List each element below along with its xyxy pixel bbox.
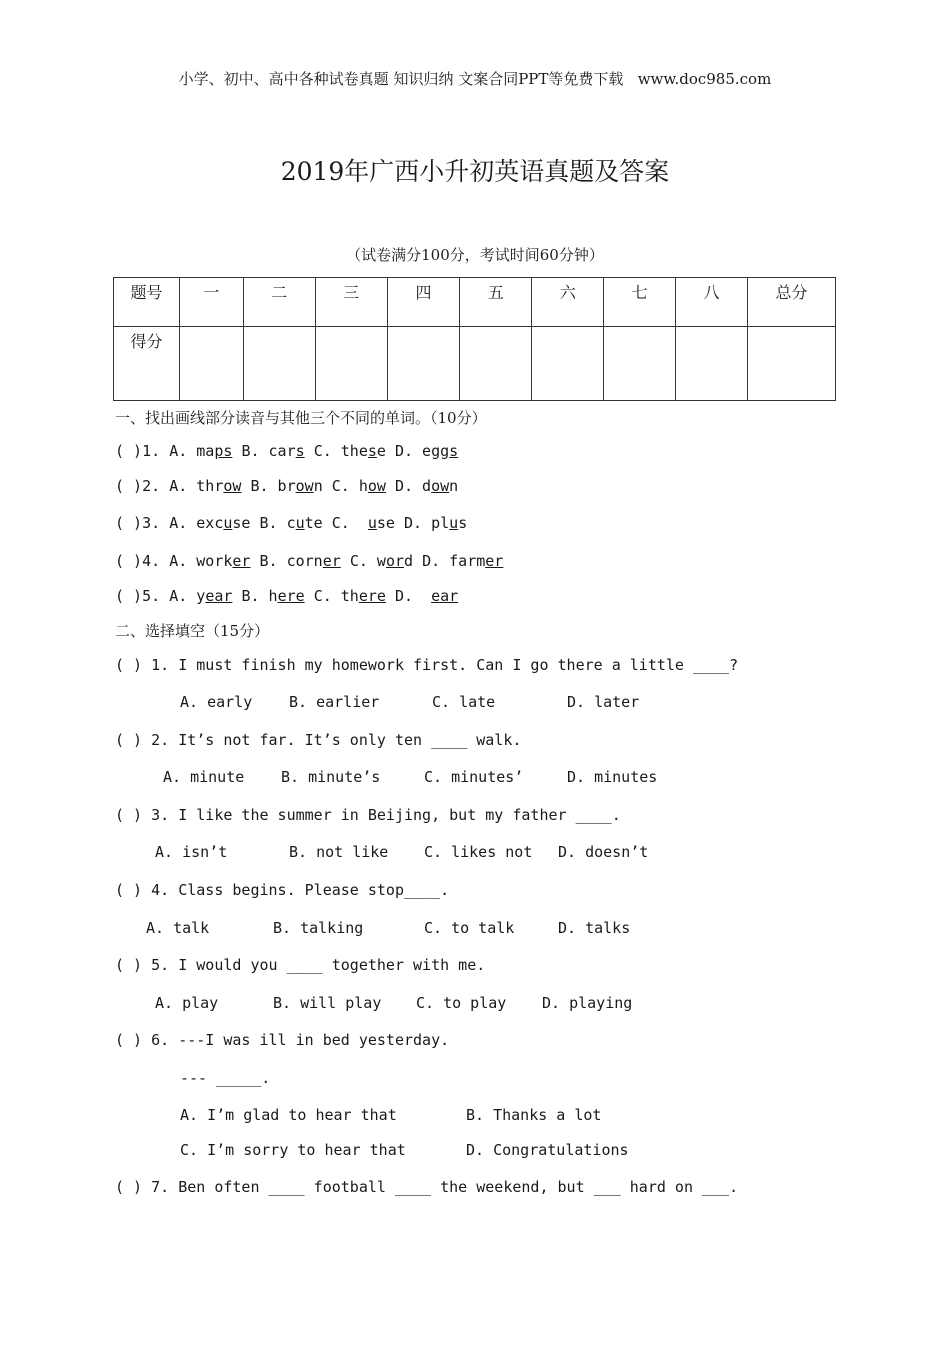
word-part: A. thr	[169, 477, 224, 495]
word-part: B. car	[241, 442, 296, 460]
table-header-cell: 三	[315, 278, 387, 327]
word-part: C.	[331, 514, 368, 532]
word-part: C. h	[331, 477, 368, 495]
q5-option-a[interactable]: A. play	[155, 994, 219, 1012]
phonics-item	[115, 514, 467, 532]
item-number: ( )5.	[115, 587, 170, 605]
score-row-label: 得分	[114, 327, 180, 401]
question-1: ( ) 1. I must finish my homework first. Can I go there a little ____?	[115, 656, 739, 674]
word-part: te	[304, 514, 332, 532]
underlined-part: ear	[205, 587, 233, 605]
phonics-option[interactable]	[241, 442, 313, 460]
q5-option-b[interactable]: B. will play	[273, 994, 382, 1012]
score-cell[interactable]	[179, 327, 243, 401]
score-cell[interactable]	[604, 327, 676, 401]
item-number: ( )2.	[115, 477, 170, 495]
q6-option-d[interactable]: D. Congratulations	[466, 1141, 629, 1159]
word-part: C. w	[349, 552, 386, 570]
word-part: D. d	[394, 477, 432, 495]
page-title: 2019年广西小升初英语真题及答案	[280, 157, 670, 186]
q2-option-d[interactable]: D. minutes	[567, 768, 658, 786]
underlined-part: ow	[295, 477, 314, 495]
phonics-option[interactable]	[250, 477, 331, 495]
phonics-option[interactable]	[404, 514, 467, 532]
underlined-part: u	[449, 514, 459, 532]
underlined-part: or	[385, 552, 404, 570]
underlined-part: ps	[214, 442, 233, 460]
q2-option-c[interactable]: C. minutes’	[424, 768, 524, 786]
word-part: B. corn	[259, 552, 323, 570]
word-part: n	[449, 477, 459, 495]
phonics-option[interactable]	[169, 552, 259, 570]
word-part	[305, 587, 314, 605]
word-part: D. farm	[422, 552, 486, 570]
section2-heading: 二、选择填空（15分）	[115, 622, 270, 640]
q5-option-d[interactable]: D. playing	[542, 994, 633, 1012]
word-part: se	[376, 514, 404, 532]
word-part: e	[376, 442, 395, 460]
q2-option-a[interactable]: A. minute	[163, 768, 245, 786]
score-table-score-row	[114, 327, 836, 401]
q1-option-c[interactable]: C. late	[432, 693, 496, 711]
table-header-cell: 五	[460, 278, 532, 327]
word-part: A. y	[169, 587, 206, 605]
score-cell[interactable]	[676, 327, 748, 401]
q3-option-a[interactable]: A. isn’t	[155, 843, 228, 861]
score-cell[interactable]	[387, 327, 460, 401]
phonics-option[interactable]	[350, 552, 422, 570]
question-7: ( ) 7. Ben often ____ football ____ the weekend, but ___ hard on ___.	[115, 1178, 739, 1196]
underlined-part: ear	[431, 587, 459, 605]
question-6: ( ) 6. ---I was ill in bed yesterday.	[115, 1031, 450, 1049]
underlined-part: er	[485, 552, 504, 570]
word-part	[250, 552, 259, 570]
phonics-option[interactable]	[169, 587, 241, 605]
phonics-option[interactable]	[332, 514, 404, 532]
q6-option-b[interactable]: B. Thanks a lot	[466, 1106, 602, 1124]
phonics-item	[115, 587, 458, 605]
item-number: ( )4.	[115, 552, 170, 570]
phonics-item	[115, 477, 458, 495]
word-part	[386, 587, 395, 605]
question-2: ( ) 2. It’s not far. It’s only ten ____ walk.	[115, 731, 522, 749]
score-cell[interactable]	[532, 327, 604, 401]
word-part: d	[404, 552, 423, 570]
word-part: s	[458, 514, 468, 532]
item-number: ( )1.	[115, 442, 170, 460]
table-header-cell: 八	[676, 278, 748, 327]
table-header-cell: 总分	[748, 278, 836, 327]
q4-option-a[interactable]: A. talk	[146, 919, 210, 937]
word-part: C. the	[313, 442, 368, 460]
phonics-option[interactable]	[169, 442, 241, 460]
underlined-part: ow	[431, 477, 450, 495]
table-header-cell: 七	[604, 278, 676, 327]
table-header-cell: 二	[243, 278, 315, 327]
question-4: ( ) 4. Class begins. Please stop____.	[115, 881, 450, 899]
table-header-cell: 一	[179, 278, 243, 327]
word-part	[341, 552, 350, 570]
underlined-part: ow	[367, 477, 386, 495]
underlined-part: s	[295, 442, 305, 460]
q6-option-a[interactable]: A. I’m glad to hear that	[180, 1106, 397, 1124]
underlined-part: s	[449, 442, 459, 460]
table-header-cell: 题号	[114, 278, 180, 327]
question-3: ( ) 3. I like the summer in Beijing, but my father ____.	[115, 806, 621, 824]
q3-option-b[interactable]: B. not like	[289, 843, 389, 861]
phonics-option[interactable]	[314, 442, 395, 460]
q4-option-b[interactable]: B. talking	[273, 919, 364, 937]
word-part: n	[313, 477, 332, 495]
word-part	[386, 477, 395, 495]
page-header: 小学、初中、高中各种试卷真题 知识归纳 文案合同PPT等免费下载 www.doc985.com	[178, 70, 772, 88]
underlined-part: u	[367, 514, 377, 532]
q1-option-a[interactable]: A. early	[180, 693, 253, 711]
word-part: se	[232, 514, 260, 532]
word-part: D.	[394, 587, 432, 605]
phonics-option[interactable]	[332, 477, 395, 495]
q1-option-b[interactable]: B. earlier	[289, 693, 380, 711]
phonics-option[interactable]	[314, 587, 395, 605]
q6-option-c[interactable]: C. I’m sorry to hear that	[180, 1141, 406, 1159]
word-part: A. exc	[169, 514, 224, 532]
phonics-option[interactable]	[169, 514, 259, 532]
word-part: D. pl	[404, 514, 450, 532]
phonics-item	[115, 552, 503, 570]
underlined-part: ow	[223, 477, 242, 495]
score-cell[interactable]	[460, 327, 532, 401]
phonics-option[interactable]	[422, 552, 503, 570]
phonics-option[interactable]	[395, 442, 458, 460]
phonics-option[interactable]	[395, 477, 458, 495]
score-cell[interactable]	[748, 327, 836, 401]
word-part: B. br	[250, 477, 296, 495]
phonics-option[interactable]	[260, 552, 350, 570]
word-part: C. th	[313, 587, 359, 605]
phonics-option[interactable]	[241, 587, 313, 605]
section1-heading: 一、找出画线部分读音与其他三个不同的单词。（10分）	[115, 409, 487, 427]
phonics-option[interactable]	[169, 477, 250, 495]
score-cell[interactable]	[243, 327, 315, 401]
underlined-part: s	[367, 442, 377, 460]
q4-option-c[interactable]: C. to talk	[424, 919, 515, 937]
item-number: ( )3.	[115, 514, 170, 532]
word-part: B. h	[241, 587, 278, 605]
score-cell[interactable]	[315, 327, 387, 401]
q5-option-c[interactable]: C. to play	[416, 994, 507, 1012]
phonics-option[interactable]	[260, 514, 332, 532]
word-part: A. work	[169, 552, 233, 570]
underlined-part: er	[322, 552, 341, 570]
q2-option-b[interactable]: B. minute’s	[281, 768, 381, 786]
q4-option-d[interactable]: D. talks	[558, 919, 631, 937]
underlined-part: ere	[277, 587, 305, 605]
phonics-item	[115, 442, 458, 460]
underlined-part: er	[232, 552, 251, 570]
exam-info: （试卷满分100分，考试时间60分钟）	[346, 246, 604, 264]
word-part: D. egg	[394, 442, 450, 460]
q1-option-d[interactable]: D. later	[567, 693, 640, 711]
table-header-cell: 六	[532, 278, 604, 327]
underlined-part: ere	[358, 587, 386, 605]
q3-option-d[interactable]: D. doesn’t	[558, 843, 649, 861]
word-part	[305, 442, 314, 460]
underlined-part: u	[295, 514, 305, 532]
underlined-part: u	[223, 514, 233, 532]
table-header-cell: 四	[387, 278, 460, 327]
q6-reply: --- _____.	[180, 1069, 271, 1087]
word-part: A. ma	[169, 442, 215, 460]
phonics-option[interactable]	[395, 587, 458, 605]
word-part: B. c	[259, 514, 296, 532]
q3-option-c[interactable]: C. likes not	[424, 843, 533, 861]
question-5: ( ) 5. I would you ____ together with me.	[115, 956, 486, 974]
score-table	[113, 277, 836, 401]
score-table-header-row	[114, 278, 836, 327]
